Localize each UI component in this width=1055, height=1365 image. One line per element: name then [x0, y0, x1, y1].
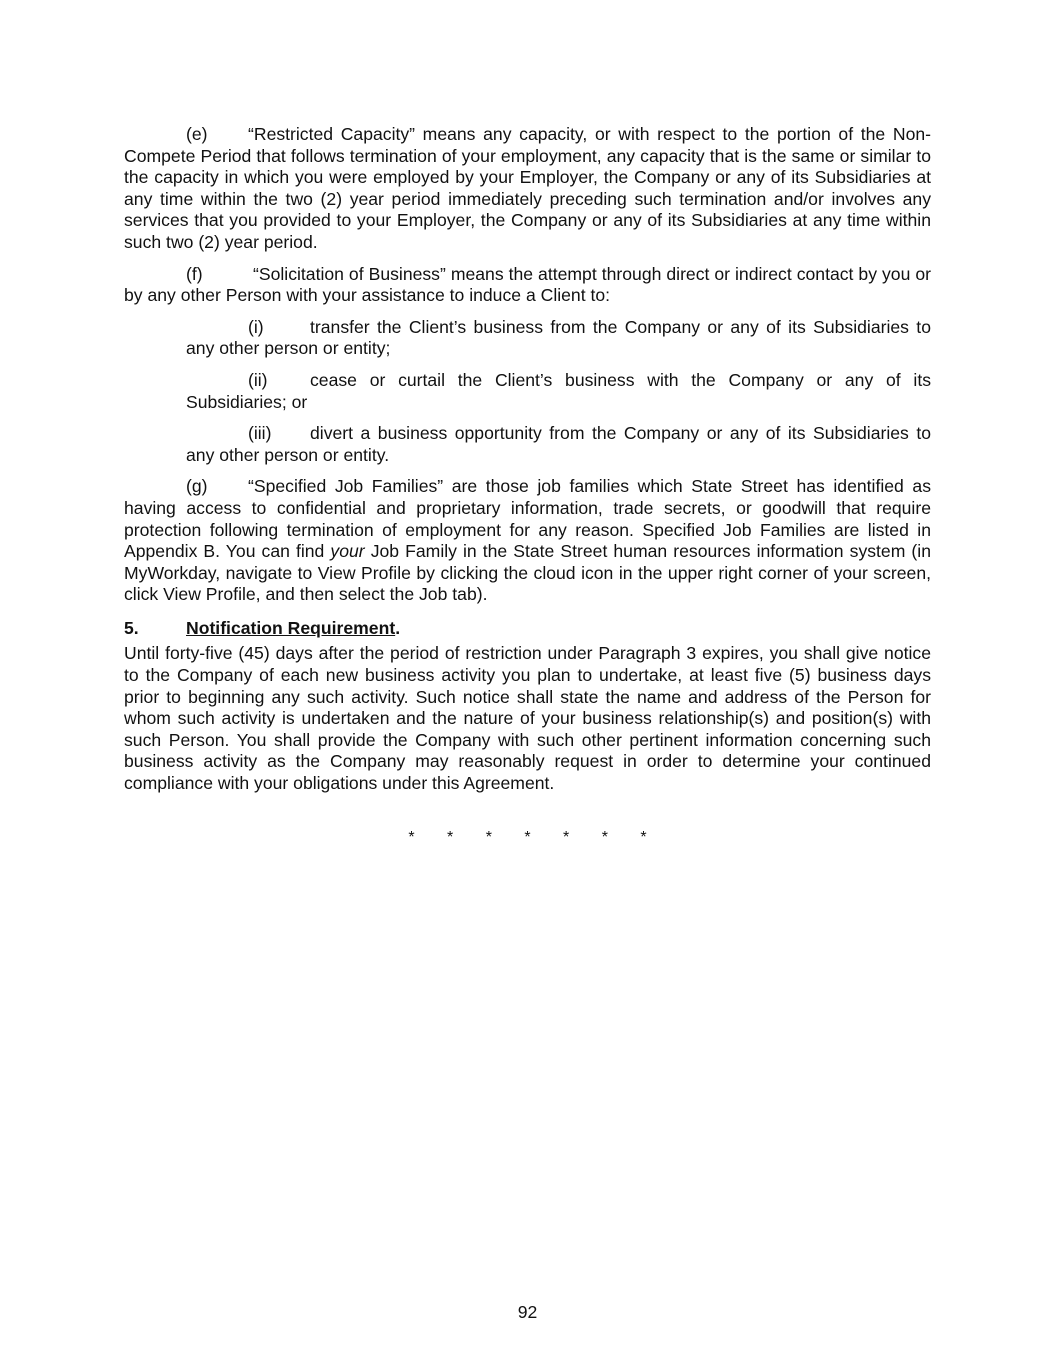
document-page	[124, 124, 931, 848]
heading-period: .	[395, 617, 401, 638]
notification-paragraph: Until forty-five (45) days after the period of restriction under Paragraph 3 expires, you shall give notice to the Company of each new business activity you plan to undertake, at least five (5) business days prior to beginning any such activity. Such notice shall state the name and address of the Person for whom such activity is undertaken and the nature of your business relationship(s) and position(s) with such Person. You shall provide the Company with such other pertinent information concerning such business activity as the Company may reasonably request in order to determine your continued compliance with your obligations under this Agreement.	[124, 643, 931, 794]
text-f: “Solicitation of Business” means the attempt through direct or indirect contact by you or by any other Person with your assistance to induce a Client to:	[124, 263, 931, 306]
label-iii: (iii)	[248, 423, 272, 444]
label-g: (g)	[186, 476, 208, 497]
text-g-italic: your	[330, 541, 365, 562]
subitem-iii	[186, 423, 931, 466]
text-g-before: “Specified Job Families” are those job families which State Street has identified as having access to confidential and proprietary information, trade secrets, or goodwill that require protection following termination of employment for any reason. Specified Job Families are listed in Appendix B. You can find	[124, 476, 931, 562]
text-ii: cease or curtail the Client’s business with the Company or any of its Subsidiaries; or	[186, 369, 931, 412]
subitem-ii	[186, 370, 931, 413]
heading-title: Notification Requirement	[186, 617, 396, 638]
label-e: (e)	[186, 124, 208, 144]
subitem-i	[186, 317, 931, 360]
text-e: “Restricted Capacity” means any capacity, or with respect to the portion of the Non-Compete Period that follows termination of your employment, any capacity that is the same or similar to the capacity in which you were employed by your Employer, the Company or any of its Subsidiaries at any time within the two (2) year period immediately preceding such termination and/or involves any services that you provided to your Employer, the Company or any of its Subsidiaries at any time within such two (2) year period.	[124, 124, 931, 252]
paragraph-g	[124, 476, 931, 606]
section-heading-5	[124, 618, 931, 640]
text-g-after: Job Family in the State Street human resources information system (in MyWorkday, navigate to View Profile by clicking the cloud icon in the upper right corner of your screen, click View Profile, and then select the Job tab).	[124, 541, 931, 605]
text-i: transfer the Client’s business from the Company or any of its Subsidiaries to any other person or entity;	[186, 316, 931, 359]
section-separator: * * * * * * *	[408, 828, 661, 846]
heading-number: 5.	[124, 617, 139, 638]
label-ii: (ii)	[248, 369, 268, 390]
label-f: (f)	[186, 263, 203, 284]
page-number: 92	[517, 1302, 538, 1322]
paragraph-e	[124, 124, 931, 254]
label-i: (i)	[248, 316, 264, 337]
paragraph-f	[124, 264, 931, 307]
text-iii: divert a business opportunity from the Company or any of its Subsidiaries to any other person or entity.	[186, 423, 931, 465]
